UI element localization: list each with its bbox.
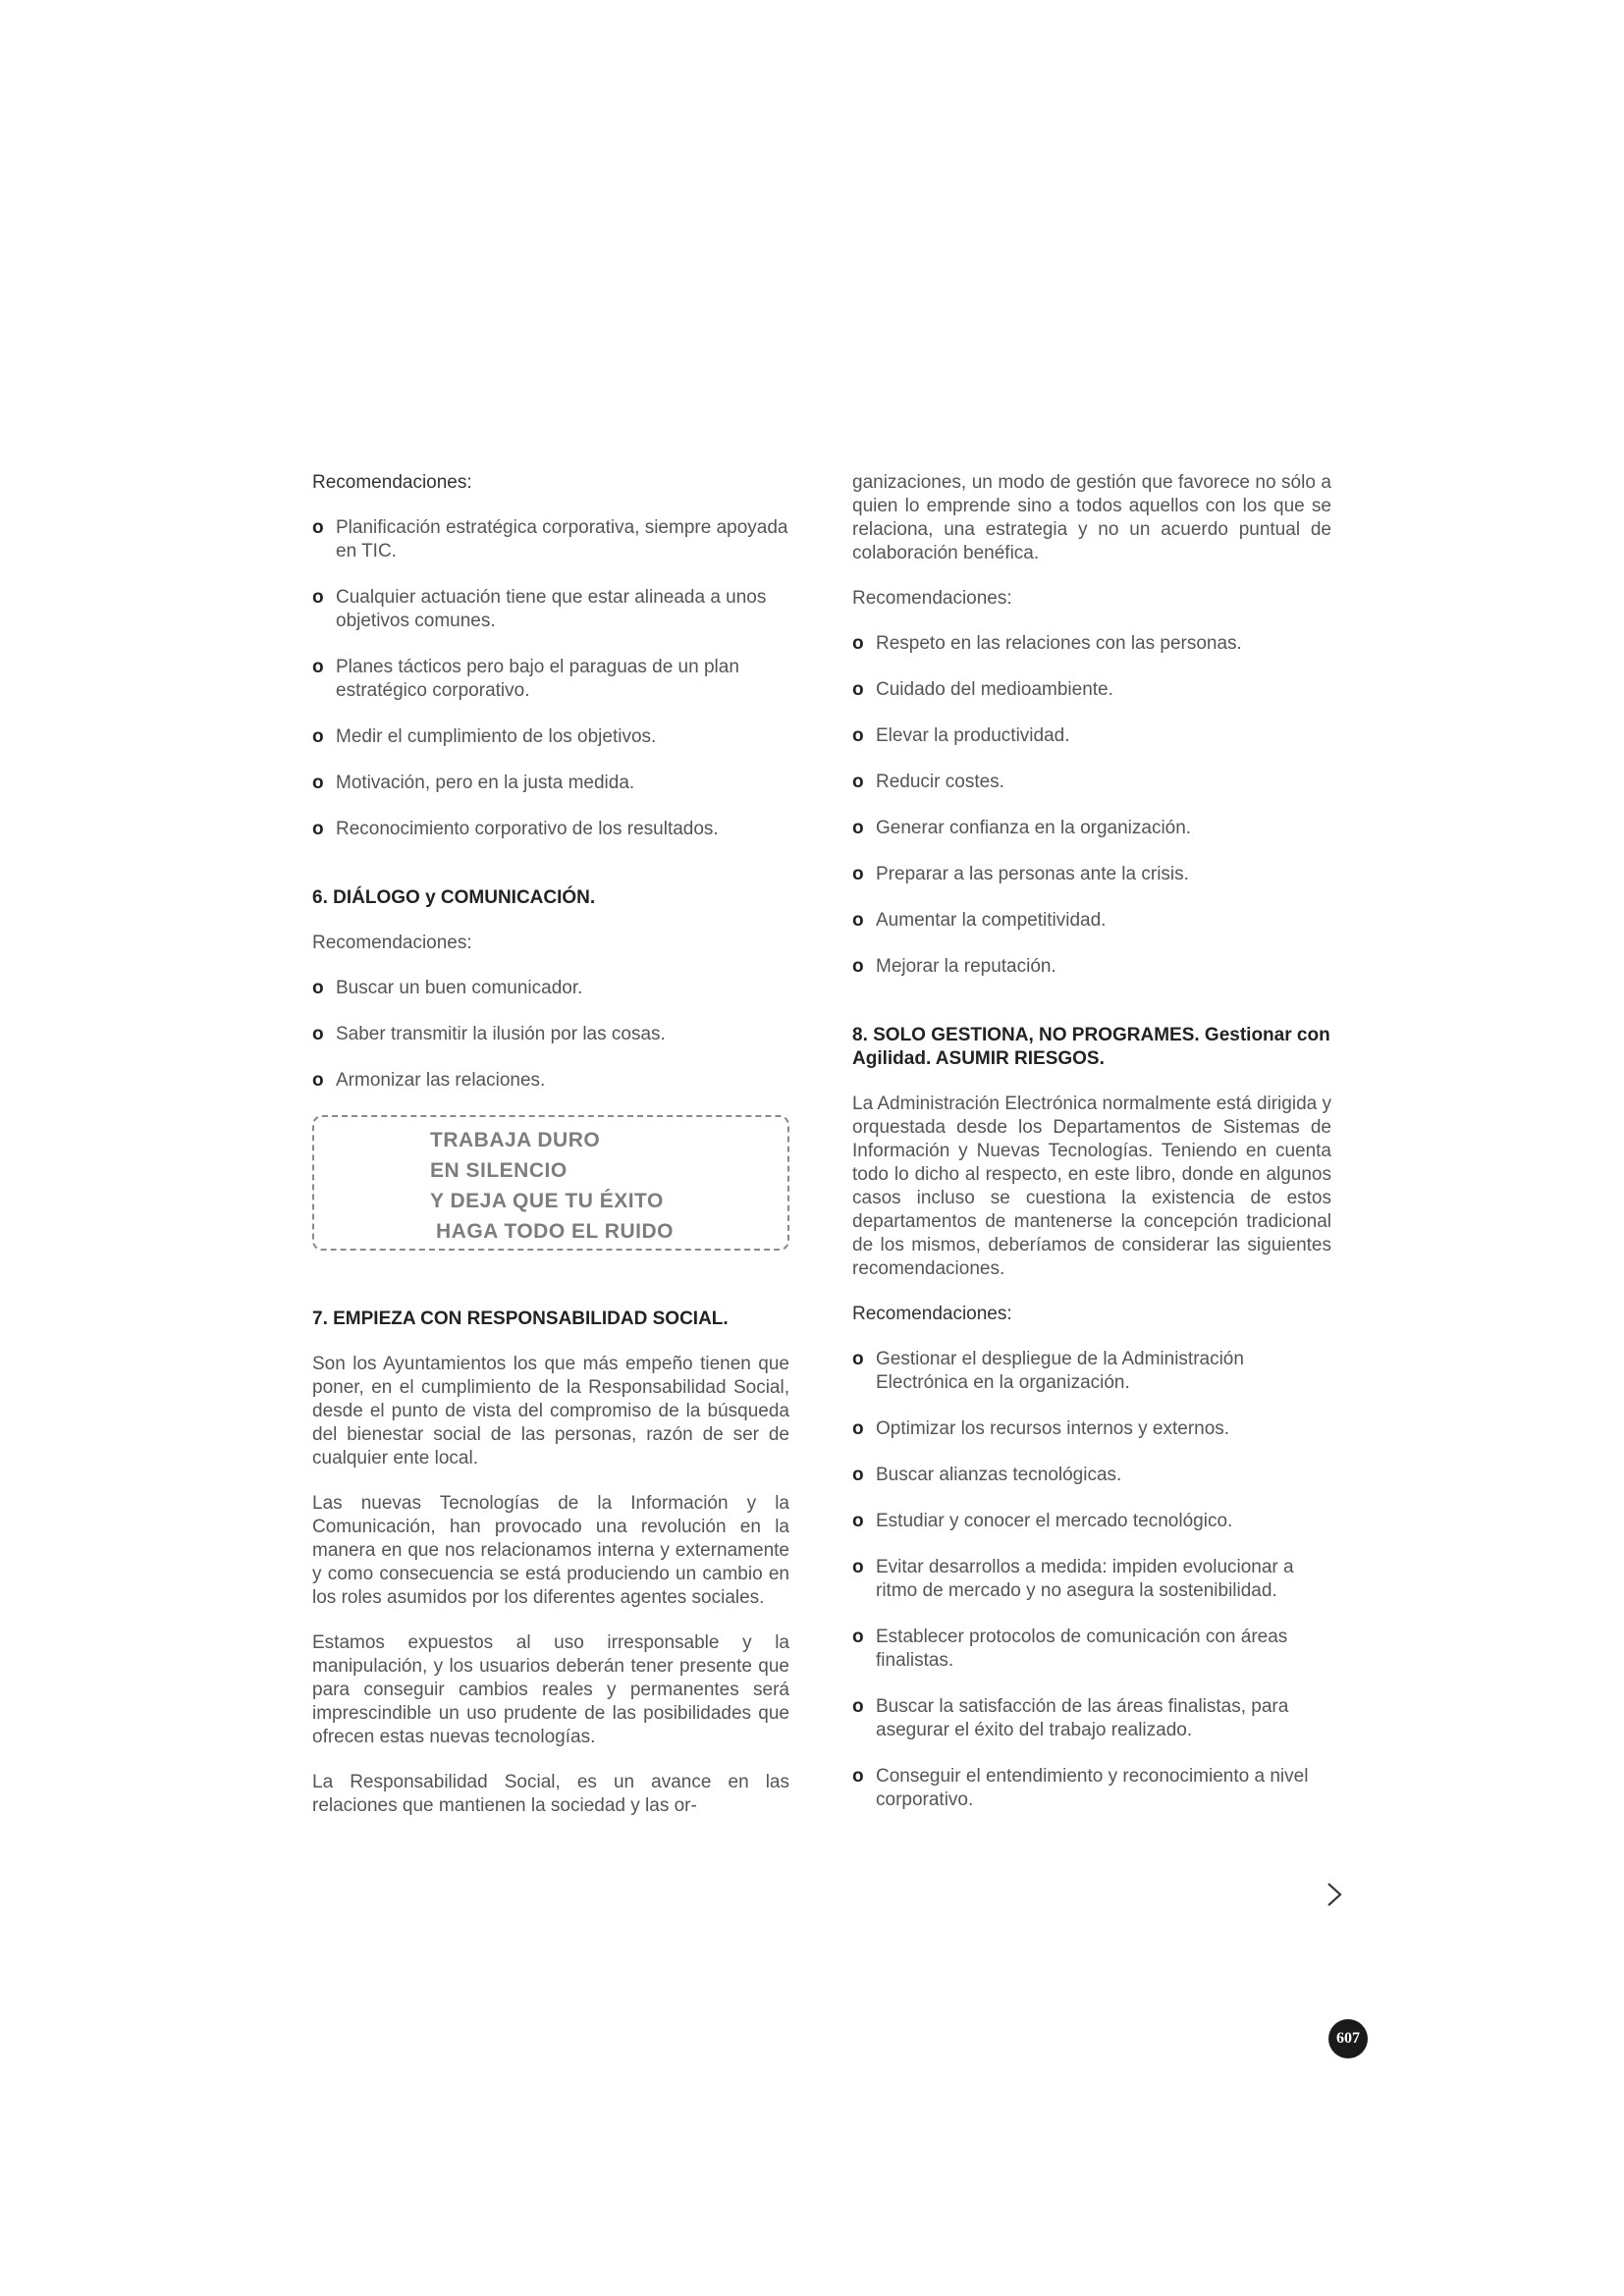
list-item: o Motivación, pero en la justa medida. xyxy=(312,773,635,793)
quote-line: HAGA TODO EL RUIDO xyxy=(436,1220,674,1243)
list-item: o Preparar a las personas ante la crisis. xyxy=(852,864,1189,884)
recommendations-label: Recomendaciones: xyxy=(852,588,1012,609)
paragraph: Estamos expuestos al uso irresponsable y la manipulación, y los usuarios deberán tener presente que para conseguir cambios reales y permanentes será imprescindible un uso prudente de las posibilidades que ofrecen estas nuevas tecnologías. xyxy=(312,1632,789,1747)
list-item: o Planificación estratégica corporativa, siempre apoyada en TIC. xyxy=(312,517,788,561)
bullet-icon: o xyxy=(852,1557,864,1577)
list-item: o Buscar la satisfacción de las áreas finalistas, para asegurar el éxito del trabajo realizado. xyxy=(852,1696,1289,1740)
list-item: o Respeto en las relaciones con las personas. xyxy=(852,633,1242,654)
list-item: o Conseguir el entendimiento y reconocimiento a nivel corporativo. xyxy=(852,1766,1309,1810)
bullet-icon: o xyxy=(852,633,864,654)
paragraph: La Responsabilidad Social, es un avance en las relaciones que mantienen la sociedad y las or- xyxy=(312,1772,789,1816)
list-item: o Armonizar las relaciones. xyxy=(312,1070,546,1091)
section-6-list xyxy=(312,977,789,1093)
list-item: o Generar confianza en la organización. xyxy=(852,818,1192,838)
right-column xyxy=(852,471,1331,1835)
bullet-icon: o xyxy=(852,910,864,931)
bullet-icon: o xyxy=(312,517,324,538)
list-item: o Cuidado del medioambiente. xyxy=(852,679,1113,700)
quote-callout xyxy=(312,1115,789,1251)
section-7-heading: 7. EMPIEZA CON RESPONSABILIDAD SOCIAL. xyxy=(312,1308,729,1329)
recommendations-label: Recomendaciones: xyxy=(852,1304,1012,1324)
chevron-right-icon[interactable] xyxy=(1323,1880,1346,1909)
recommendations-label: Recomendaciones: xyxy=(312,933,472,953)
page-number: 607 xyxy=(1328,2019,1368,2058)
bullet-icon: o xyxy=(312,819,324,839)
section-8-list xyxy=(852,1348,1331,1812)
list-item: o Estudiar y conocer el mercado tecnológico. xyxy=(852,1511,1233,1531)
bullet-icon: o xyxy=(852,772,864,792)
list-item: o Evitar desarrollos a medida: impiden evolucionar a ritmo de mercado y no asegura la sostenibilidad. xyxy=(852,1557,1294,1601)
recommendations-label: Recomendaciones: xyxy=(312,472,472,493)
section-8-heading: 8. SOLO GESTIONA, NO PROGRAMES. Gestionar con Agilidad. ASUMIR RIESGOS. xyxy=(852,1025,1330,1069)
bullet-icon: o xyxy=(852,1465,864,1485)
quote-line: EN SILENCIO xyxy=(430,1159,568,1182)
bullet-icon: o xyxy=(852,1511,864,1531)
list-item: o Saber transmitir la ilusión por las cosas. xyxy=(312,1024,666,1044)
bullet-icon: o xyxy=(852,1766,864,1787)
list-item: o Optimizar los recursos internos y externos. xyxy=(852,1418,1230,1439)
list-item: o Cualquier actuación tiene que estar alineada a unos objetivos comunes. xyxy=(312,587,767,631)
bullet-icon: o xyxy=(852,864,864,884)
bullet-icon: o xyxy=(852,1696,864,1717)
left-column xyxy=(312,471,789,1840)
bullet-icon: o xyxy=(852,679,864,700)
list-item: o Medir el cumplimiento de los objetivos. xyxy=(312,726,657,747)
bullet-icon: o xyxy=(852,956,864,977)
list-item: o Planes tácticos pero bajo el paraguas de un plan estratégico corporativo. xyxy=(312,657,739,701)
list-item: o Buscar alianzas tecnológicas. xyxy=(852,1465,1122,1485)
bullet-icon: o xyxy=(312,587,324,608)
bullet-icon: o xyxy=(312,773,324,793)
list-item: o Reducir costes. xyxy=(852,772,1004,792)
bullet-icon: o xyxy=(312,1070,324,1091)
paragraph-continuation: ganizaciones, un modo de gestión que favorece no sólo a quien lo emprende sino a todos aquellos con los que se relaciona, una estrategia y no un acuerdo puntual de colaboración benéfica. xyxy=(852,472,1331,563)
bullet-icon: o xyxy=(312,978,324,998)
list-item: o Elevar la productividad. xyxy=(852,725,1070,746)
bullet-icon: o xyxy=(852,1627,864,1647)
list-item: o Reconocimiento corporativo de los resultados. xyxy=(312,819,719,839)
bullet-icon: o xyxy=(852,1349,864,1369)
list-item: o Gestionar el despliegue de la Administración Electrónica en la organización. xyxy=(852,1349,1244,1393)
bullet-icon: o xyxy=(312,1024,324,1044)
bullet-icon: o xyxy=(852,725,864,746)
list-item: o Aumentar la competitividad. xyxy=(852,910,1107,931)
paragraph: La Administración Electrónica normalmente está dirigida y orquestada desde los Departamentos de Sistemas de Información y Nuevas Tecnologías. Teniendo en cuenta todo lo dicho al respecto, en este libro, donde en algunos casos incluso se cuestiona la existencia de estos departamentos de mantenerse la concepción tradicional de los mismos, deberíamos de considerar las siguientes recomendaciones. xyxy=(852,1094,1331,1279)
paragraph: Las nuevas Tecnologías de la Información y la Comunicación, han provocado una revolución en la manera en que nos relacionamos interna y externamente y como consecuencia se está produciendo un cambio en los roles asumidos por los diferentes agentes sociales. xyxy=(312,1493,789,1608)
recommendations-list xyxy=(312,516,789,841)
bullet-icon: o xyxy=(312,657,324,677)
quote-line: Y DEJA QUE TU ÉXITO xyxy=(430,1190,664,1212)
quote-line: TRABAJA DURO xyxy=(430,1129,601,1151)
section-7-list xyxy=(852,632,1331,979)
bullet-icon: o xyxy=(852,818,864,838)
bullet-icon: o xyxy=(852,1418,864,1439)
section-6-heading: 6. DIÁLOGO y COMUNICACIÓN. xyxy=(312,887,596,908)
bullet-icon: o xyxy=(312,726,324,747)
list-item: o Buscar un buen comunicador. xyxy=(312,978,583,998)
list-item: o Mejorar la reputación. xyxy=(852,956,1056,977)
list-item: o Establecer protocolos de comunicación con áreas finalistas. xyxy=(852,1627,1288,1671)
paragraph: Son los Ayuntamientos los que más empeño tienen que poner, en el cumplimiento de la Responsabilidad Social, desde el punto de vista del compromiso de la búsqueda del bienestar social de las personas, razón de ser de cualquier ente local. xyxy=(312,1354,789,1468)
